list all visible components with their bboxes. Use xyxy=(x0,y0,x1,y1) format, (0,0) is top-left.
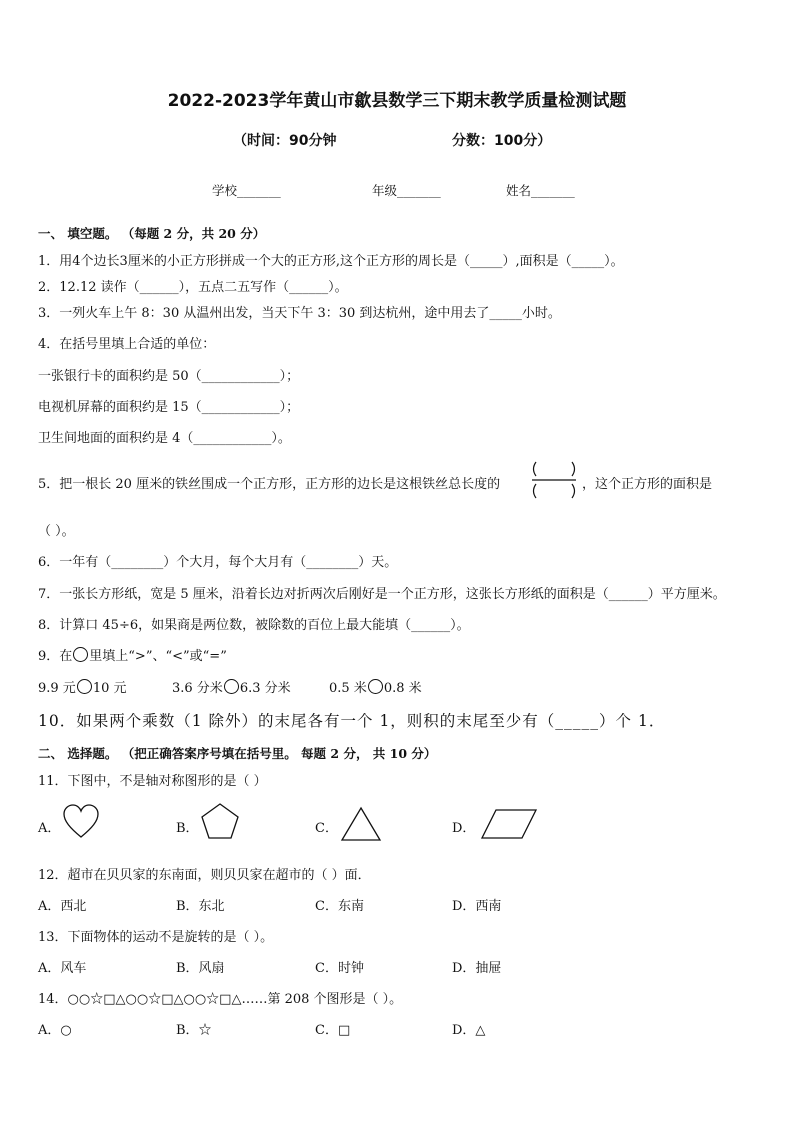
heart-shape-icon xyxy=(62,803,100,841)
q9-b-left: 3.6 分米 xyxy=(172,681,223,696)
question-5-part3: （ ）。 xyxy=(38,524,75,539)
question-7: 7．一张长方形纸，宽是 5 厘米，沿着长边对折两次后刚好是一个正方形，这张长方形纸的面积是（______）平方厘米。 xyxy=(38,587,726,602)
exam-title: 2022-2023学年黄山市歙县数学三下期末教学质量检测试题 xyxy=(167,91,627,111)
question-6: 6．一年有（________）个大月，每个大月有（________）天。 xyxy=(38,555,398,570)
question-11: 11．下图中，不是轴对称图形的是（ ） xyxy=(38,774,267,789)
question-4b: 电视机屏幕的面积约是 15（____________）； xyxy=(38,400,300,415)
q12-option-a: A．西北 xyxy=(38,899,87,914)
question-2: 2．12.12 读作（______），五点二五写作（______）。 xyxy=(38,280,348,295)
name-field: 姓名_______ xyxy=(506,183,575,198)
circle-blank-icon xyxy=(77,679,92,694)
circle-blank-icon xyxy=(73,647,88,662)
q14-option-c: C．□ xyxy=(315,1023,351,1038)
q9-a-left: 9.9 元 xyxy=(38,681,76,696)
time-limit: （时间：90分钟 xyxy=(233,133,337,149)
q9-prefix: 9．在 xyxy=(38,649,73,664)
q13-option-b: B．风扇 xyxy=(176,961,225,976)
question-12: 12．超市在贝贝家的东南面，则贝贝家在超市的（ ）面． xyxy=(38,868,371,883)
q12-option-b: B．东北 xyxy=(176,899,225,914)
q9-b-right: 6.3 分米 xyxy=(239,681,291,696)
school-field: 学校_______ xyxy=(212,183,281,198)
q12-option-d: D．西南 xyxy=(452,899,502,914)
section2-heading: 二、 选择题。 （把正确答案序号填在括号里。 每题 2 分， 共 10 分） xyxy=(38,746,437,761)
q14-option-b: B．☆ xyxy=(176,1023,212,1038)
section1-heading: 一、 填空题。 （每题 2 分，共 20 分） xyxy=(38,226,266,241)
q14-option-d: D．△ xyxy=(452,1023,486,1038)
q13-option-d: D．抽屉 xyxy=(452,961,502,976)
q9-compare-a xyxy=(38,677,127,696)
question-4c: 卫生间地面的面积约是 4（____________）。 xyxy=(38,431,291,446)
q13-option-c: C．时钟 xyxy=(315,961,364,976)
q9-a-right: 10 元 xyxy=(92,681,127,696)
question-3: 3．一列火车上午 8：30 从温州出发，当天下午 3：30 到达杭州，途中用去了_____小时。 xyxy=(38,306,561,321)
q9-compare-b xyxy=(172,677,291,696)
q14-option-a: A．○ xyxy=(38,1023,72,1038)
circle-blank-icon xyxy=(224,679,239,694)
q9-c-right: 0.8 米 xyxy=(383,681,422,696)
q11-option-a: A． xyxy=(38,821,61,836)
grade-field: 年级_______ xyxy=(372,183,441,198)
question-4: 4．在括号里填上合适的单位： xyxy=(38,337,216,352)
q9-compare-c xyxy=(329,677,422,696)
question-14: 14．○○☆□△○○☆□△○○☆□△……第 208 个图形是（ ）。 xyxy=(38,992,403,1007)
q12-option-c: C．东南 xyxy=(315,899,364,914)
circle-blank-icon xyxy=(368,679,383,694)
question-9 xyxy=(38,645,227,664)
q11-option-b: B． xyxy=(176,821,199,836)
q13-option-a: A．风车 xyxy=(38,961,87,976)
q9-c-left: 0.5 米 xyxy=(329,681,367,696)
question-1: 1．用4个边长3厘米的小正方形拼成一个大的正方形,这个正方形的周长是（_____）,面积是（_____）。 xyxy=(38,254,624,269)
fraction-blank xyxy=(530,459,578,501)
question-10: 10．如果两个乘数（1 除外）的末尾各有一个 1，则积的末尾至少有（_____）个 1． xyxy=(38,712,666,730)
q11-option-d: D． xyxy=(452,821,476,836)
total-score: 分数：100分） xyxy=(452,133,552,149)
pentagon-shape-icon xyxy=(200,802,240,840)
q9-suffix: 里填上“>”、“<”或“=” xyxy=(89,649,227,664)
question-13: 13．下面物体的运动不是旋转的是（ ）。 xyxy=(38,930,274,945)
question-5-part2: ，这个正方形的面积是 xyxy=(582,477,713,492)
question-5-part1: 5．把一根长 20 厘米的铁丝围成一个正方形，正方形的边长是这根铁丝总长度的 xyxy=(38,477,501,492)
question-4a: 一张银行卡的面积约是 50（____________）； xyxy=(38,369,300,384)
q11-option-c: C． xyxy=(315,821,338,836)
question-8: 8．计算口 45÷6，如果商是两位数，被除数的百位上最大能填（______）。 xyxy=(38,618,470,633)
triangle-shape-icon xyxy=(340,806,382,842)
parallelogram-shape-icon xyxy=(480,808,538,840)
